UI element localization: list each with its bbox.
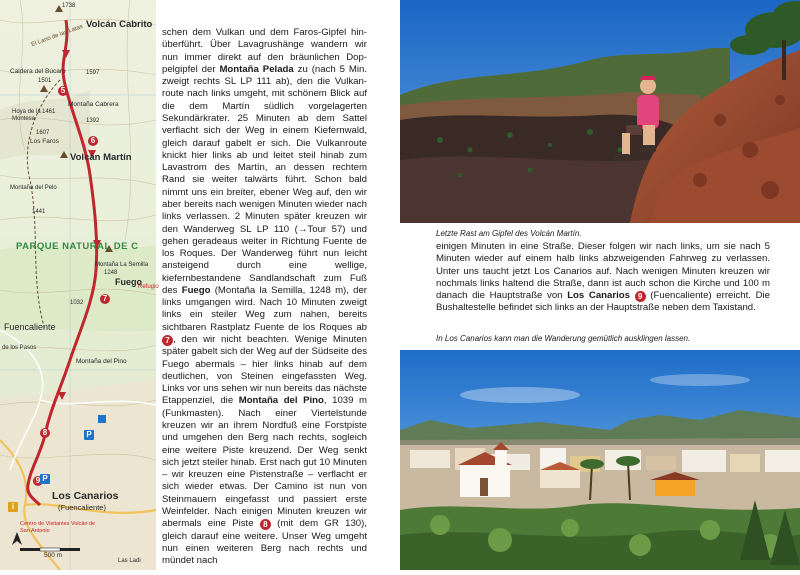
map-scale-label: 500 m [44,552,63,559]
map-label-parque-natural: PARQUE NATURAL DE C [16,241,139,252]
map-label-los-faros: Los Faros [30,138,59,145]
body-paragraph [162,27,367,567]
waypoint-marker: 8 [40,428,50,438]
map-elevation-label: 1441 [32,209,46,215]
body-text-column [162,27,367,567]
photo-los-canarios [400,350,800,570]
body-text: zu (nach 5 Min. zweigt rechts SL LP 111 ab), den die Vulkanroute nach links umgeht, mit schönem Blick auf die dem Martín südlich vorgelagerten Sekundärkrater. 25 Minuten ab dem Sattel verflacht sich der Weg in einem Kiefernwald, gleich darauf gabelt er sich. Die Vulkanroute knickt hier links ab und leitet steil hinab zum Lavastrom des Martín, an dessen rechtem Rand sie weiter talwärts führt. Schon bald nimmt uns ein breiter, ebener Weg auf, den wir aber bereits nach wenigen Minuten wieder nach links verlassen. 2 Minuten später kreuzen wir den Wanderweg SL LP 110 (→Tour 57) und gehen geradeaus weiter in Richtung Fuente de los Roques. Der Wanderweg führt nun leicht ansteigend durch eine wellige, kiefernbestandene Sandlandschaft zum Fuß des [162,63,367,296]
map-label-fuego: Fuego [115,277,142,287]
waypoint-number: 9 [635,291,646,302]
body-text: (mit dem GR 130), gleich darauf eine weitere. Unser Weg umgeht nun einen weiteren Berg nach rechts und mündet nach [162,518,367,567]
waypoint-marker: 7 [100,294,110,304]
map-label-hoya-montesa: Hoya de la Montesa [12,109,41,122]
info-icon: i [8,502,18,512]
map-elevation-label: 1738 [62,3,76,9]
map-label-fuencaliente: Fuencaliente [4,322,56,332]
map-label-los-pasos: de los Pasos [2,345,37,351]
place-name: Los Canarios [567,290,630,302]
body-text: , den wir nicht beachten. Wenige Minuten später gabelt sich der Weg auf der Südseite des Fuego abermals – hier links hinab auf dem deutlichen, von Steinen eingefassten Weg. Links vor uns sehen wir nun bereits das nächste Etappenziel, die [162,334,367,407]
map-label-refugio: Refugio [138,284,159,290]
map-label-los-canarios: Los Canarios [52,490,119,502]
place-name: Montaña Pelada [219,63,294,75]
map-elevation-label: 1392 [86,118,100,124]
body-paragraph [436,241,770,315]
map-label-volcan-martin: Volcán Martín [70,152,132,163]
map-elevation-label: 1461 [42,109,56,115]
waypoint-marker: 9 [33,476,43,486]
waypoint-number: 7 [162,335,173,346]
waypoint-marker: 6 [88,136,98,146]
map-elevation-label: 1607 [36,130,50,136]
waypoint-number: 8 [260,519,271,530]
right-text-column [436,241,770,315]
map-elevation-label: 1501 [38,78,52,84]
map-label-las-ladi: Las Ladi [118,558,141,564]
body-text: schen dem Vulkan und dem Faros-Gipfel hinüberführt. Über Lavagrushänge wandern wir nun immer direkt auf den bräunlichen Doppelgipfel der [162,27,367,75]
map-elevation-label: 1032 [70,300,84,306]
map-label-fuencaliente-paren: (Fuencaliente) [58,503,106,512]
place-name: Montaña del Pino [238,395,324,407]
body-text: , 1039 m (Funkmasten). Nach einer Viertelstunde kreuzen wir an ihrem Nordfuß eine Forstpiste und umgehen den Berg nach rechts, sogleich eine weitere Piste kreuzend. Der Weg senkt sich jetzt steiler hinab. Erst nach gut 10 Minuten – wir kreuzen eine Pistenstraße – verflacht er sich wieder etwas. Der Camino ist nun von Steinmauern eingefasst und passiert erste Weinfelder. Nach einigen Minuten kreuzen wir abermals eine Piste [162,395,367,530]
map-label-montana-cabrera: Montaña Cabrera [68,101,119,108]
map-label-el-lano: El Lano de las Latas [30,23,84,49]
place-name: Fuego [181,284,211,296]
map-label-montana-semilla: Montaña La Semilla [95,262,149,268]
map-label-volcan-cabrito: Volcán Cabrito [86,19,153,30]
waypoint-marker: 5 [58,86,68,96]
map-label-centro: Centro de Visitantes Volcán de San Antonio [20,521,96,534]
body-text [630,290,635,301]
photo-caption-top: Letzte Rast am Gipfel des Volcán Martín. [436,229,582,238]
parking-icon: P [40,474,50,484]
map-label-montana-pino: Montaña del Pino [76,358,127,365]
body-text: (Fuencaliente) erreicht. Die Bushaltestelle befindet sich links an der Hauptstraße neben dem Taxistand. [436,290,771,314]
map-label-montana-pelo: Montaña del Pelo [10,185,57,191]
body-text: einigen Minuten in eine Straße. Dieser folgen wir nach links, um sie nach 5 Minuten wieder auf einem halb links abzweigenden Fahrweg zu verlassen. Unter uns taucht jetzt Los Canarios auf. Nach wenigen Minuten kreuzen wir nochmals links haltend die Straße, dann ist auch schon die Kirche und 100 m danach die Hauptstraße von [436,241,770,302]
map-label-caldera-bucaro: Caldera del Búcaro [10,68,66,75]
body-text: (Montaña la Semilla, 1248 m), der links umgangen wird. Nach 10 Minuten zweigt links ein steiler Weg zum nahen, bereits sichtbaren Rastplatz Fuente de los Roques ab [162,284,368,333]
map-elevation-label: 1248 [104,270,118,276]
map-elevation-label: 1597 [86,70,100,76]
hiking-map [0,0,159,570]
photo-volcan-martin-summit [400,0,800,223]
parking-icon: P [84,430,94,440]
photo-caption-bottom: In Los Canarios kann man die Wanderung gemütlich ausklingen lassen. [436,334,691,343]
